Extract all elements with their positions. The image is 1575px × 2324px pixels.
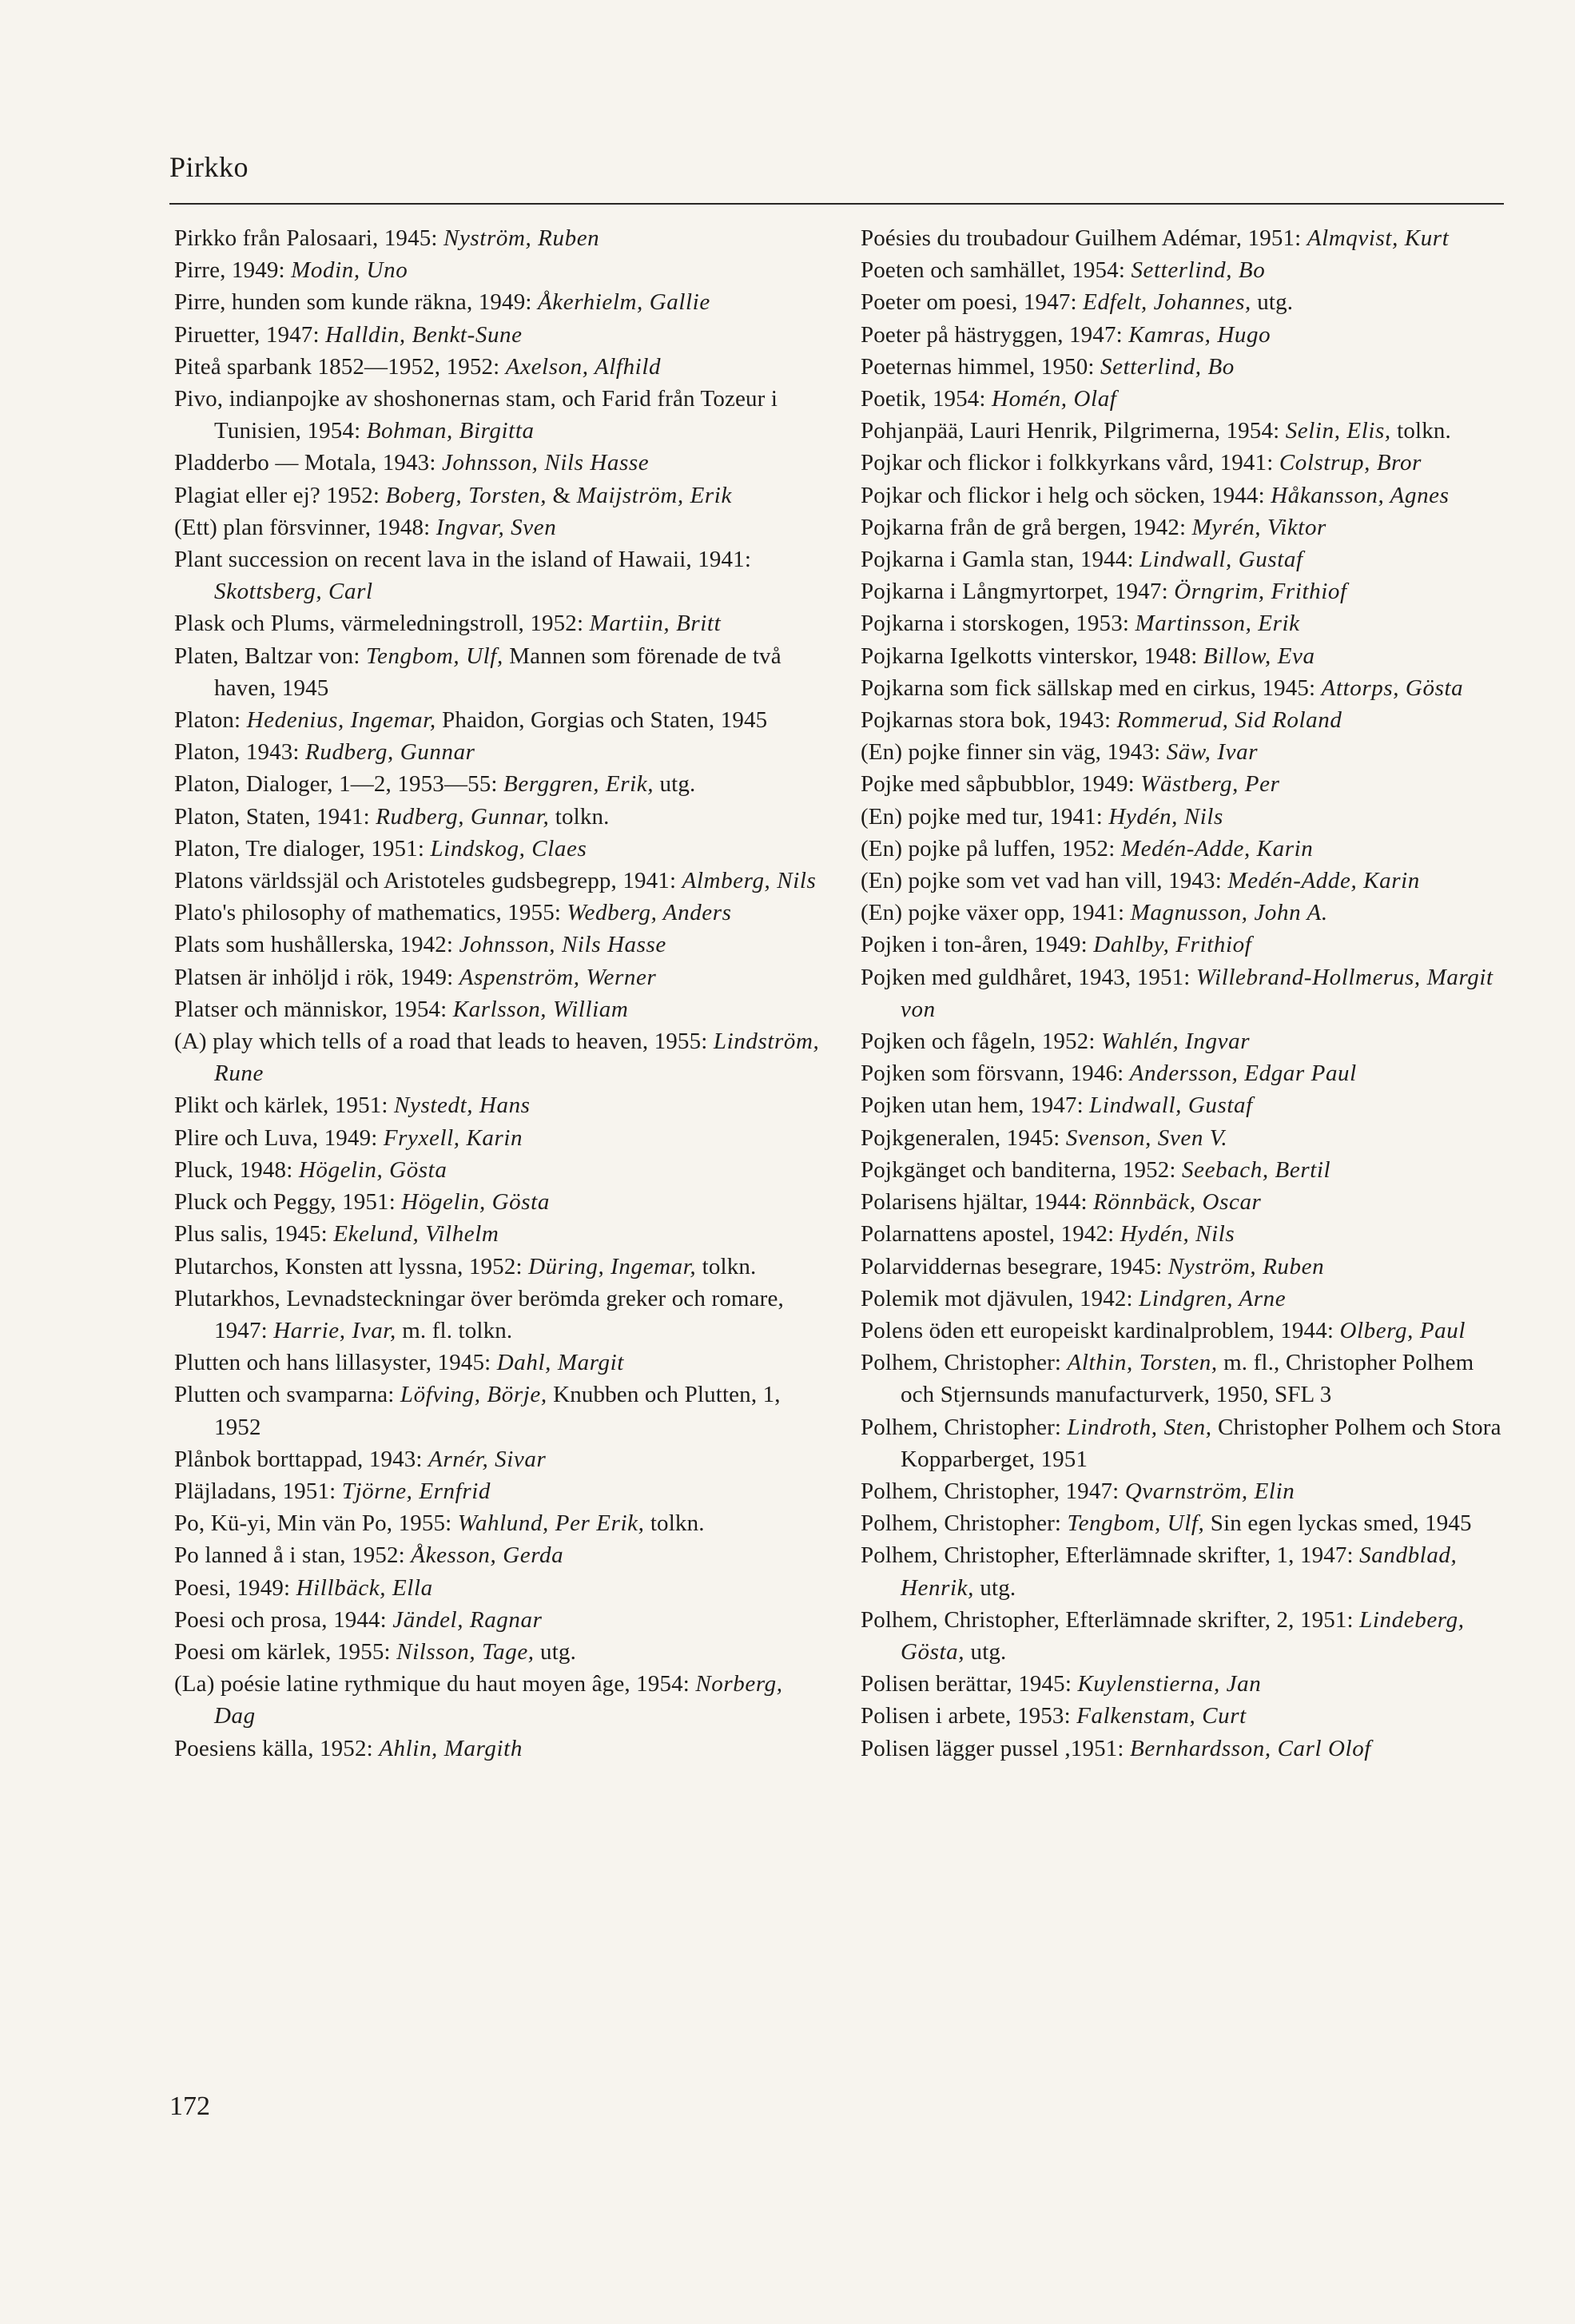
index-entry: [174, 222, 823, 254]
index-entry: [174, 286, 823, 318]
entry-title: Polarisens hjältar, 1944:: [861, 1189, 1094, 1216]
entry-author: Attorps, Gösta: [1321, 675, 1464, 701]
index-entry: [174, 929, 823, 961]
entry-title: Pohjanpää, Lauri Henrik, Pilgrimerna, 1954:: [861, 418, 1286, 444]
entry-author: Bohman, Birgitta: [366, 418, 535, 444]
entry-title: Poeternas himmel, 1950:: [861, 353, 1101, 380]
entry-title: Po, Kü-yi, Min vän Po, 1955:: [174, 1510, 458, 1537]
entry-title: Plagiat eller ej? 1952:: [174, 482, 386, 508]
entry-title: Knubben och Plutten, 1, 1952: [214, 1382, 781, 1440]
index-entry: [174, 768, 823, 800]
entry-author: Rudberg, Gunnar: [305, 739, 475, 766]
entry-author: Lindeberg, Gösta,: [901, 1606, 1465, 1665]
entry-title: Pluck och Peggy, 1951:: [174, 1189, 402, 1216]
index-entry: [174, 607, 823, 639]
index-entry: [174, 1251, 823, 1283]
entry-title: Platen, Baltzar von:: [174, 643, 366, 669]
entry-author: Lindström, Rune: [214, 1029, 820, 1087]
entry-author: Andersson, Edgar Paul: [1129, 1061, 1357, 1087]
entry-author: Dahlby, Frithiof: [1093, 932, 1252, 958]
entry-title: Platon, Tre dialoger, 1951:: [174, 835, 431, 862]
header-rule: [169, 203, 1504, 205]
index-entry: [861, 1154, 1509, 1186]
entry-author: Nystedt, Hans: [394, 1092, 531, 1119]
entry-title: Pojken som försvann, 1946:: [861, 1061, 1130, 1087]
entry-author: Rudberg, Gunnar,: [376, 803, 550, 830]
entry-author: Håkansson, Agnes: [1271, 482, 1450, 508]
index-entry: [861, 1411, 1509, 1475]
page-number: 172: [169, 2091, 210, 2121]
entry-author: Sandblad, Henrik,: [901, 1542, 1458, 1601]
entry-title: tolkn.: [644, 1510, 705, 1537]
index-entry: [861, 319, 1509, 351]
entry-author: Homén, Olaf: [992, 386, 1117, 412]
entry-title: Platser och människor, 1954:: [174, 996, 453, 1022]
entry-title: Poesi och prosa, 1944:: [174, 1606, 393, 1633]
entry-title: (En) pojke på luffen, 1952:: [861, 835, 1121, 862]
index-entry: [861, 1604, 1509, 1668]
entry-title: (En) pojke finner sin väg, 1943:: [861, 739, 1167, 766]
entry-author: Ingvar, Sven: [436, 514, 557, 540]
entry-title: Pojken och fågeln, 1952:: [861, 1029, 1101, 1055]
entry-title: Plato's philosophy of mathematics, 1955:: [174, 900, 567, 926]
entry-author: Almberg, Nils: [682, 868, 817, 894]
entry-title: Pirre, 1949:: [174, 257, 292, 284]
entry-title: Polhem, Christopher, 1947:: [861, 1478, 1125, 1504]
index-entry: [861, 1122, 1509, 1154]
index-entry: [861, 1668, 1509, 1700]
entry-title: Polhem, Christopher, Efterlämnade skrifter, 2, 1951:: [861, 1606, 1360, 1633]
entry-author: Berggren, Erik,: [503, 771, 654, 798]
index-entry: [861, 1539, 1509, 1603]
entry-title: Pläjladans, 1951:: [174, 1478, 342, 1504]
index-entry: [174, 1539, 823, 1571]
index-entry: [861, 704, 1509, 736]
index-entry: [861, 1251, 1509, 1283]
index-entry: [861, 607, 1509, 639]
index-entry: [174, 1379, 823, 1443]
entry-title: Pojkar och flickor i helg och söcken, 1944:: [861, 482, 1271, 508]
entry-title: (Ett) plan försvinner, 1948:: [174, 514, 436, 540]
index-entry: [174, 1572, 823, 1604]
index-entry: [174, 1154, 823, 1186]
entry-author: Tjörne, Ernfrid: [341, 1478, 491, 1504]
index-entry: [861, 1025, 1509, 1057]
index-entry: [861, 1057, 1509, 1089]
entry-title: Pojkarnas stora bok, 1943:: [861, 707, 1117, 734]
entry-author: Tengbom, Ulf,: [1067, 1510, 1205, 1537]
entry-author: Setterlind, Bo: [1100, 353, 1235, 380]
index-entry: [861, 640, 1509, 672]
index-entry: [861, 1283, 1509, 1315]
index-entry: [861, 1315, 1509, 1347]
entry-title: Platons världssjäl och Aristoteles gudsbegrepp, 1941:: [174, 868, 682, 894]
entry-author: Fryxell, Karin: [383, 1124, 523, 1151]
entry-title: Poesi om kärlek, 1955:: [174, 1638, 397, 1665]
entry-title: Poeter på hästryggen, 1947:: [861, 321, 1129, 348]
entry-title: Phaidon, Gorgias och Staten, 1945: [436, 707, 768, 734]
entry-title: Pirkko från Palosaari, 1945:: [174, 225, 443, 251]
entry-author: Norberg, Dag: [214, 1671, 783, 1729]
entry-title: (En) pojke med tur, 1941:: [861, 803, 1109, 830]
entry-title: utg.: [964, 1638, 1007, 1665]
index-entry: [861, 929, 1509, 961]
entry-author: Rommerud, Sid Roland: [1116, 707, 1342, 734]
entry-title: Pojkarna som fick sällskap med en cirkus, 1945:: [861, 675, 1322, 701]
index-entry: [174, 1347, 823, 1379]
entry-title: Polarviddernas besegrare, 1945:: [861, 1253, 1168, 1279]
entry-author: Högelin, Gösta: [401, 1189, 550, 1216]
entry-title: Piruetter, 1947:: [174, 321, 326, 348]
index-entry: [861, 1733, 1509, 1765]
index-entry: [174, 1636, 823, 1668]
entry-author: Svenson, Sven V.: [1065, 1124, 1228, 1151]
entry-title: Po lanned å i stan, 1952:: [174, 1542, 412, 1569]
index-entry: [174, 1604, 823, 1636]
entry-title: Poésies du troubadour Guilhem Adémar, 1951:: [861, 225, 1307, 251]
entry-title: Pojkarna i Långmyrtorpet, 1947:: [861, 579, 1175, 605]
index-entry: [861, 254, 1509, 286]
index-entry: [174, 897, 823, 929]
entry-author: Åkerhielm, Gallie: [537, 289, 710, 316]
entry-title: Pojkarna Igelkotts vinterskor, 1948:: [861, 643, 1203, 669]
running-header: Pirkko: [169, 151, 249, 183]
entry-title: Platon:: [174, 707, 247, 734]
index-entry: [861, 833, 1509, 865]
index-entry: [174, 1186, 823, 1218]
entry-author: Nilsson, Tage,: [396, 1638, 535, 1665]
entry-title: Platon, Dialoger, 1—2, 1953—55:: [174, 771, 504, 798]
entry-title: Pojke med såpbubblor, 1949:: [861, 771, 1141, 798]
entry-title: Christopher Polhem och Stora Kopparberget, 1951: [901, 1414, 1501, 1472]
entry-title: Plånbok borttappad, 1943:: [174, 1446, 429, 1472]
entry-author: Maijström, Erik: [576, 482, 732, 508]
entry-title: Polhem, Christopher, Efterlämnade skrifter, 1, 1947:: [861, 1542, 1360, 1569]
entry-title: Platon, Staten, 1941:: [174, 803, 376, 830]
index-entry: [861, 351, 1509, 383]
index-entry: [861, 447, 1509, 479]
index-entry: [861, 1700, 1509, 1732]
entry-title: Polemik mot djävulen, 1942:: [861, 1285, 1139, 1311]
entry-author: Kuylenstierna, Jan: [1077, 1671, 1262, 1697]
entry-title: Polisen lägger pussel ,1951:: [861, 1735, 1131, 1761]
index-entry: [861, 575, 1509, 607]
entry-title: Pluck, 1948:: [174, 1156, 299, 1183]
entry-title: utg.: [534, 1638, 576, 1665]
entry-title: Polarnattens apostel, 1942:: [861, 1221, 1120, 1248]
entry-title: Polhem, Christopher:: [861, 1350, 1068, 1376]
entry-author: Lindroth, Sten,: [1067, 1414, 1212, 1440]
entry-title: Plask och Plums, värmeledningstroll, 1952:: [174, 611, 590, 637]
index-entry: [861, 511, 1509, 543]
entry-author: Colstrup, Bror: [1279, 450, 1422, 476]
entry-title: utg.: [654, 771, 696, 798]
entry-author: Wästberg, Per: [1140, 771, 1280, 798]
entry-author: Falkenstam, Curt: [1076, 1703, 1247, 1729]
entry-title: Pojkarna i storskogen, 1953:: [861, 611, 1136, 637]
entry-title: (La) poésie latine rythmique du haut moyen âge, 1954:: [174, 1671, 696, 1697]
entry-title: utg.: [1251, 289, 1294, 316]
index-entry: [861, 672, 1509, 704]
entry-title: Pojken utan hem, 1947:: [861, 1092, 1090, 1119]
entry-title: Pojkarna i Gamla stan, 1944:: [861, 547, 1140, 573]
entry-author: Lindskog, Claes: [430, 835, 587, 862]
index-entry: [174, 1475, 823, 1507]
entry-title: Poeter om poesi, 1947:: [861, 289, 1084, 316]
index-entry: [174, 1283, 823, 1347]
entry-author: Olberg, Paul: [1339, 1317, 1466, 1343]
entry-author: Billow, Eva: [1203, 643, 1315, 669]
entry-author: Seebach, Bertil: [1182, 1156, 1331, 1183]
entry-author: Aspenström, Werner: [459, 964, 657, 990]
entry-author: Bernhardsson, Carl Olof: [1130, 1735, 1371, 1761]
index-entry: [861, 1089, 1509, 1121]
entry-title: Polens öden ett europeiskt kardinalproblem, 1944:: [861, 1317, 1340, 1343]
index-entry: [861, 961, 1509, 1025]
entry-title: Sin egen lyckas smed, 1945: [1204, 1510, 1472, 1537]
entry-title: Pojkgeneralen, 1945:: [861, 1124, 1066, 1151]
index-entry: [174, 640, 823, 704]
entry-author: Wahlund, Per Erik,: [457, 1510, 645, 1537]
entry-author: Karlsson, William: [452, 996, 629, 1022]
entry-author: Magnusson, John A.: [1130, 900, 1328, 926]
index-entry: [174, 1089, 823, 1121]
entry-author: Löfving, Börje,: [400, 1382, 547, 1408]
entry-title: Polhem, Christopher:: [861, 1510, 1068, 1537]
entry-author: Arnér, Sivar: [428, 1446, 547, 1472]
index-entry: [174, 704, 823, 736]
entry-title: tolkn.: [549, 803, 610, 830]
entry-title: Polisen i arbete, 1953:: [861, 1703, 1077, 1729]
entry-title: m. fl., Christopher Polhem och Stjernsunds manufacturverk, 1950, SFL 3: [901, 1350, 1474, 1408]
index-entry: [174, 865, 823, 897]
entry-author: Kamras, Hugo: [1128, 321, 1271, 348]
entry-author: Medén-Adde, Karin: [1120, 835, 1314, 862]
entry-title: Plutten och svamparna:: [174, 1382, 400, 1408]
entry-author: Örngrim, Frithiof: [1174, 579, 1347, 605]
entry-author: Hillbäck, Ella: [296, 1574, 433, 1601]
entry-author: Myrén, Viktor: [1191, 514, 1326, 540]
index-entry: [174, 801, 823, 833]
entry-author: Selin, Elis,: [1285, 418, 1391, 444]
index-entry: [174, 993, 823, 1025]
entry-title: (En) pojke som vet vad han vill, 1943:: [861, 868, 1228, 894]
index-entry: [174, 961, 823, 993]
entry-title: tolkn.: [1390, 418, 1451, 444]
entry-title: m. fl. tolkn.: [396, 1317, 513, 1343]
index-entry: [861, 480, 1509, 511]
index-entry: [174, 447, 823, 479]
index-column-left: [174, 222, 823, 1765]
index-entry: [861, 1186, 1509, 1218]
entry-title: Plant succession on recent lava in the island of Hawaii, 1941:: [174, 547, 752, 573]
index-entry: [861, 897, 1509, 929]
index-entry: [861, 222, 1509, 254]
entry-title: Mannen som förenade de två haven, 1945: [214, 643, 782, 701]
entry-title: Polisen berättar, 1945:: [861, 1671, 1078, 1697]
index-entry: [174, 319, 823, 351]
entry-title: Pladderbo — Motala, 1943:: [174, 450, 442, 476]
index-entry: [861, 1507, 1509, 1539]
entry-author: Martinsson, Erik: [1135, 611, 1300, 637]
entry-author: Dahl, Margit: [496, 1350, 624, 1376]
entry-title: Pojken i ton-åren, 1949:: [861, 932, 1094, 958]
entry-author: Harrie, Ivar,: [273, 1317, 396, 1343]
index-entry: [861, 1475, 1509, 1507]
entry-author: Tengbom, Ulf,: [365, 643, 503, 669]
entry-author: Düring, Ingemar,: [528, 1253, 697, 1279]
entry-author: Nyström, Ruben: [443, 225, 600, 251]
entry-author: Axelson, Alfhild: [505, 353, 662, 380]
entry-author: Åkesson, Gerda: [411, 1542, 564, 1569]
entry-author: Hedenius, Ingemar,: [246, 707, 436, 734]
entry-title: tolkn.: [696, 1253, 757, 1279]
entry-title: Plikt och kärlek, 1951:: [174, 1092, 395, 1119]
entry-author: Ekelund, Vilhelm: [333, 1221, 499, 1248]
entry-title: Plats som hushållerska, 1942:: [174, 932, 459, 958]
entry-title: Pivo, indianpojke av shoshonernas stam, och Farid från Tozeur i Tunisien, 1954:: [174, 386, 778, 444]
entry-title: Polhem, Christopher:: [861, 1414, 1068, 1440]
entry-author: Hydén, Nils: [1120, 1221, 1235, 1248]
entry-author: Lindwall, Gustaf: [1089, 1092, 1253, 1119]
index-entry: [174, 833, 823, 865]
index-entry: [861, 865, 1509, 897]
index-entry: [861, 543, 1509, 575]
entry-author: Martiin, Britt: [589, 611, 722, 637]
entry-author: Säw, Ivar: [1166, 739, 1259, 766]
entry-author: Edfelt, Johannes,: [1083, 289, 1251, 316]
entry-author: Wedberg, Anders: [567, 900, 732, 926]
entry-author: Rönnbäck, Oscar: [1093, 1189, 1262, 1216]
index-entry: [861, 383, 1509, 415]
index-entry: [861, 286, 1509, 318]
entry-author: Modin, Uno: [291, 257, 408, 284]
entry-author: Högelin, Gösta: [298, 1156, 447, 1183]
entry-author: Boberg, Torsten,: [385, 482, 547, 508]
entry-author: Halldin, Benkt-Sune: [325, 321, 523, 348]
entry-title: Plutarchos, Konsten att lyssna, 1952:: [174, 1253, 529, 1279]
index-entry: [861, 736, 1509, 768]
entry-author: Setterlind, Bo: [1131, 257, 1266, 284]
index-entry: [174, 736, 823, 768]
entry-title: Pojken med guldhåret, 1943, 1951:: [861, 964, 1196, 990]
entry-title: (A) play which tells of a road that leads to heaven, 1955:: [174, 1029, 714, 1055]
index-entry: [174, 1733, 823, 1765]
entry-author: Almqvist, Kurt: [1307, 225, 1450, 251]
index-entry: [174, 1122, 823, 1154]
entry-title: Pirre, hunden som kunde räkna, 1949:: [174, 289, 538, 316]
entry-title: Pojkgänget och banditerna, 1952:: [861, 1156, 1183, 1183]
entry-title: (En) pojke växer opp, 1941:: [861, 900, 1131, 926]
entry-author: Nyström, Ruben: [1167, 1253, 1325, 1279]
index-entry: [861, 1347, 1509, 1411]
index-entry: [861, 768, 1509, 800]
entry-title: Plus salis, 1945:: [174, 1221, 334, 1248]
entry-author: Qvarnström, Elin: [1124, 1478, 1295, 1504]
index-entry: [174, 1025, 823, 1089]
entry-author: Jändel, Ragnar: [392, 1606, 543, 1633]
index-entry: [174, 254, 823, 286]
entry-author: Lindwall, Gustaf: [1139, 547, 1303, 573]
entry-author: Johnsson, Nils Hasse: [459, 932, 666, 958]
entry-title: Plire och Luva, 1949:: [174, 1124, 384, 1151]
index-entry: [861, 415, 1509, 447]
entry-title: Poeten och samhället, 1954:: [861, 257, 1132, 284]
entry-title: Plutten och hans lillasyster, 1945:: [174, 1350, 497, 1376]
entry-title: Poesiens källa, 1952:: [174, 1735, 380, 1761]
entry-title: Piteå sparbank 1852—1952, 1952:: [174, 353, 506, 380]
entry-author: Lindgren, Arne: [1139, 1285, 1287, 1311]
entry-author: Willebrand-Hollmerus, Margit von: [901, 964, 1493, 1022]
entry-title: Pojkar och flickor i folkkyrkans vård, 1941:: [861, 450, 1279, 476]
index-entry: [174, 1668, 823, 1732]
index-entry: [174, 1507, 823, 1539]
index-entry: [174, 1443, 823, 1475]
entry-author: Ahlin, Margith: [379, 1735, 523, 1761]
entry-author: Medén-Adde, Karin: [1227, 868, 1420, 894]
index-entry: [174, 1218, 823, 1250]
index-entry: [174, 351, 823, 383]
entry-author: Wahlén, Ingvar: [1100, 1029, 1251, 1055]
entry-title: utg.: [973, 1574, 1016, 1601]
index-entry: [174, 480, 823, 511]
entry-title: Plutarkhos, Levnadsteckningar över berömda greker och romare, 1947:: [174, 1285, 784, 1343]
index-entry: [174, 543, 823, 607]
entry-title: Poetik, 1954:: [861, 386, 992, 412]
index-entry: [174, 383, 823, 447]
entry-author: Johnsson, Nils Hasse: [441, 450, 650, 476]
index-entry: [861, 801, 1509, 833]
entry-author: Skottsberg, Carl: [214, 579, 373, 605]
index-entry: [174, 511, 823, 543]
entry-title: Poesi, 1949:: [174, 1574, 296, 1601]
entry-title: Pojkarna från de grå bergen, 1942:: [861, 514, 1192, 540]
entry-author: Hydén, Nils: [1108, 803, 1223, 830]
entry-title: Platon, 1943:: [174, 739, 306, 766]
entry-author: Althin, Torsten,: [1067, 1350, 1218, 1376]
index-column-right: [861, 222, 1509, 1765]
entry-title: &: [547, 482, 577, 508]
index-entry: [861, 1218, 1509, 1250]
entry-title: Platsen är inhöljd i rök, 1949:: [174, 964, 459, 990]
